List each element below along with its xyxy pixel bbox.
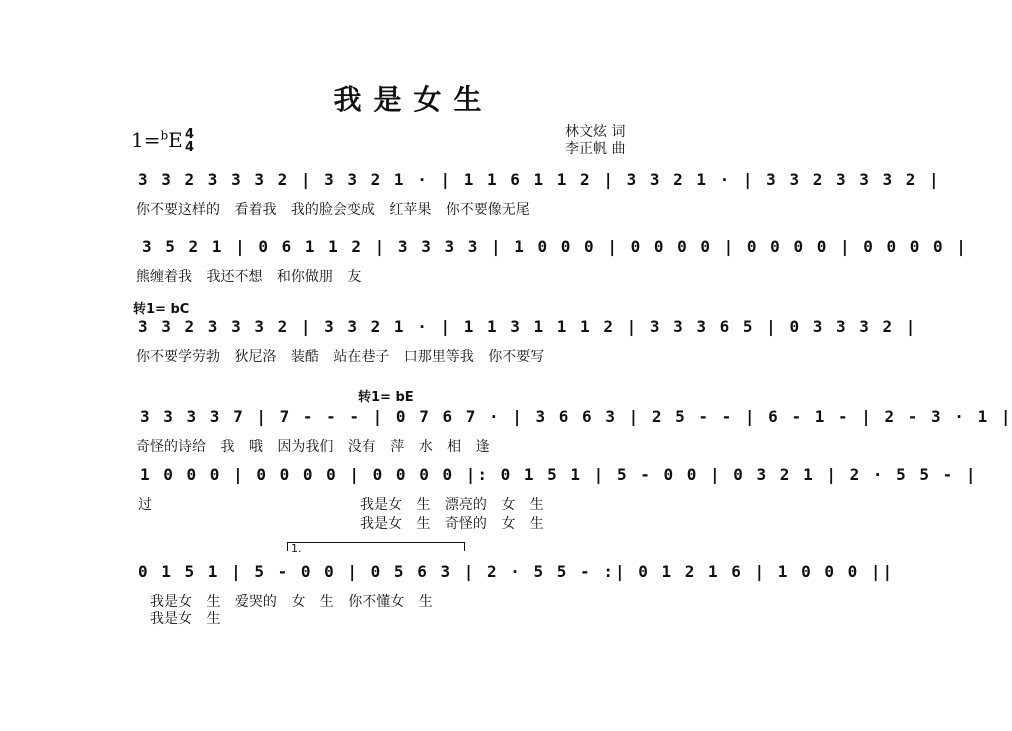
flat-sign: b: [160, 128, 169, 143]
lyrics-line-1: 你不要这样的 看着我 我的脸会变成 红苹果 你不要像无尾: [136, 202, 530, 218]
lyrics-line-5b: 我是女 生 漂亮的 女 生: [360, 497, 544, 513]
meter-top: 4: [185, 127, 195, 142]
time-signature: [185, 128, 194, 154]
volta-bracket: [287, 542, 465, 551]
meter-bottom: 4: [185, 140, 195, 155]
lyrics-line-4: 奇怪的诗给 我 哦 因为我们 没有 萍 水 相 逢: [136, 439, 490, 455]
key-prefix: 1=: [131, 128, 161, 152]
lyrics-line-5c: 我是女 生 奇怪的 女 生: [360, 516, 544, 532]
lyrics-line-6b: 我是女 生: [150, 611, 221, 627]
notation-line-5: 1 0 0 0 | 0 0 0 0 | 0 0 0 0 |: 0 1 5 1 | 5 - 0 0 | 0 3 2 1 | 2 · 5 5 - |: [140, 465, 978, 484]
volta-number: 1.: [291, 542, 302, 555]
credits: [565, 124, 625, 158]
modulation-mark-1: 转1= bC: [133, 302, 190, 317]
lyrics-line-5a: 过: [138, 497, 152, 513]
notation-line-6: 0 1 5 1 | 5 - 0 0 | 0 5 6 3 | 2 · 5 5 - :| 0 1 2 1 6 | 1 0 0 0 ||: [138, 562, 895, 581]
lyricist-credit: 林文炫 词: [565, 124, 626, 140]
notation-line-4: 3 3 3 3 7 | 7 - - - | 0 7 6 7 · | 3 6 6 3 | 2 5 - - | 6 - 1 - | 2 - 3 · 1 |: [140, 407, 1012, 426]
key-signature: [131, 128, 183, 152]
lyrics-line-3: 你不要学劳勃 狄尼洛 装酷 站在巷子 口那里等我 你不要写: [136, 349, 545, 365]
notation-line-2: 3 5 2 1 | 0 6 1 1 2 | 3 3 3 3 | 1 0 0 0 | 0 0 0 0 | 0 0 0 0 | 0 0 0 0 |: [142, 237, 968, 256]
key-note: E: [168, 128, 183, 152]
lyrics-line-2: 熊缠着我 我还不想 和你做朋 友: [136, 269, 362, 285]
song-title: 我是女生: [333, 83, 494, 116]
modulation-mark-2: 转1= bE: [358, 390, 414, 405]
notation-line-3: 3 3 2 3 3 3 2 | 3 3 2 1 · | 1 1 3 1 1 1 2 | 3 3 3 6 5 | 0 3 3 3 2 |: [138, 317, 918, 336]
composer-credit: 李正帆 曲: [565, 141, 626, 157]
notation-line-1: 3 3 2 3 3 3 2 | 3 3 2 1 · | 1 1 6 1 1 2 | 3 3 2 1 · | 3 3 2 3 3 3 2 |: [138, 170, 941, 189]
lyrics-line-6a: 我是女 生 爱哭的 女 生 你不懂女 生: [150, 594, 433, 610]
